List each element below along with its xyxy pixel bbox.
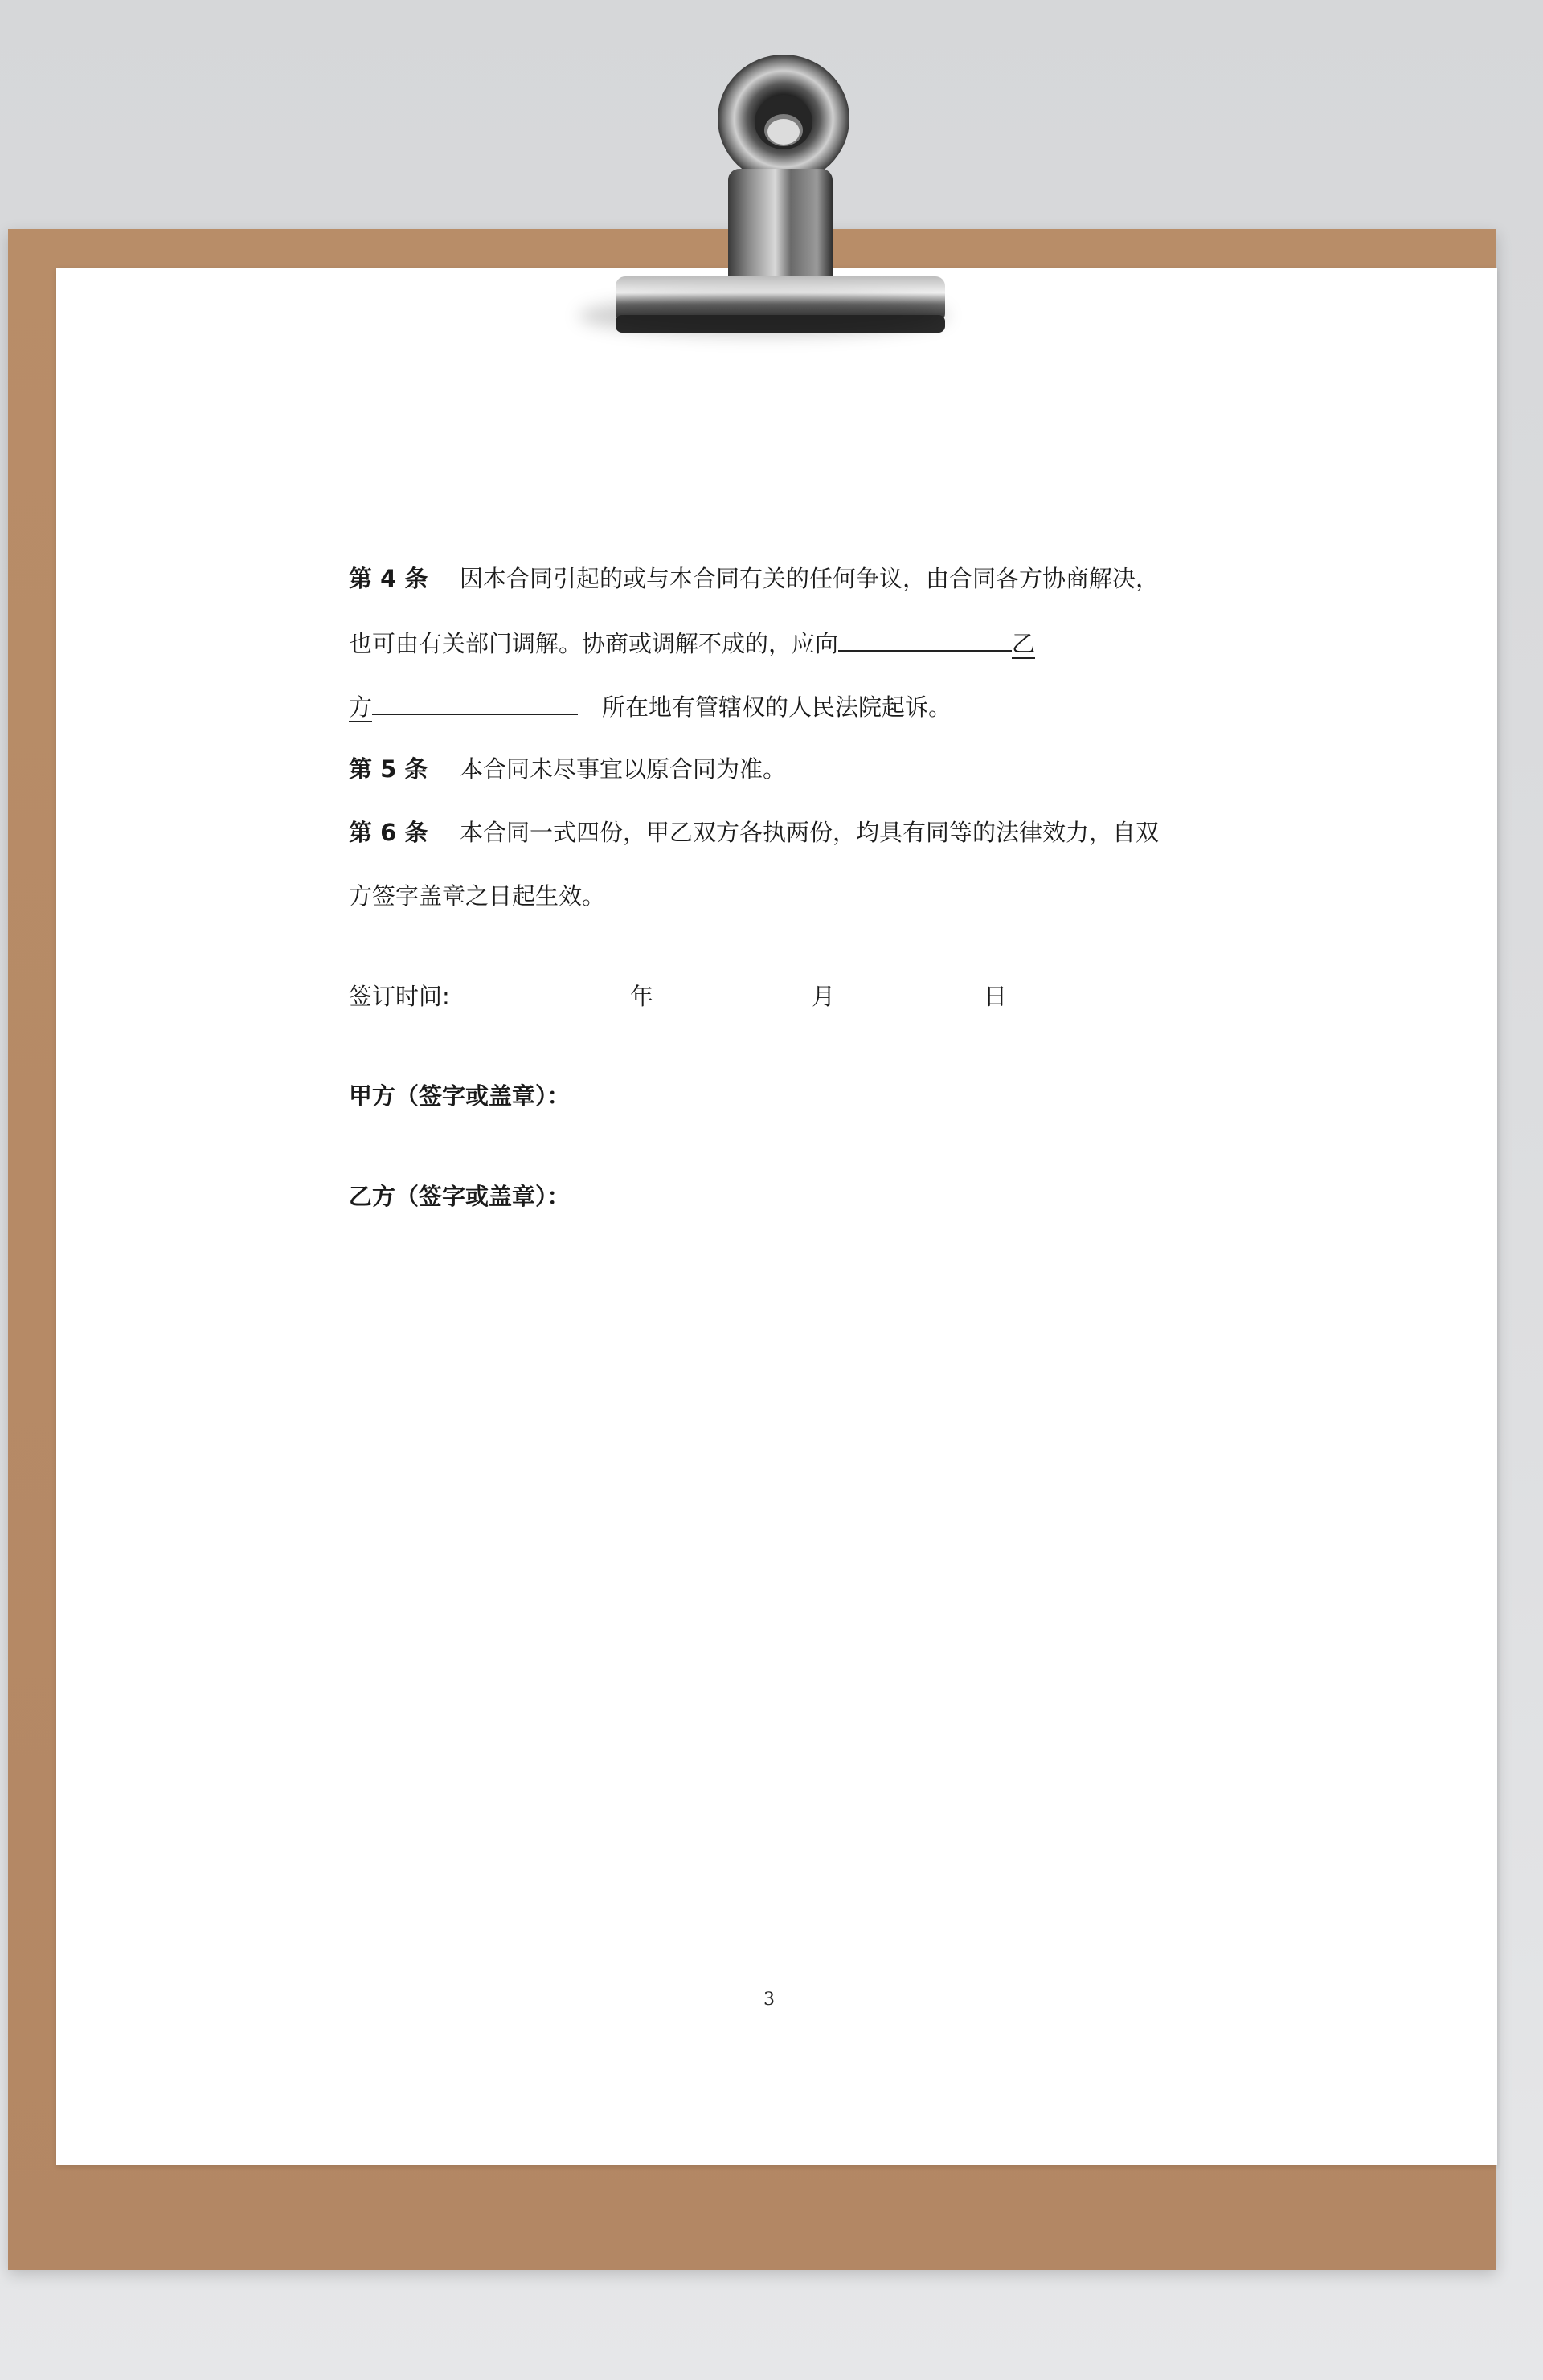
article-4-text-2-after: 乙	[1012, 630, 1036, 657]
article-6-line-2	[349, 880, 605, 912]
article-4-text-2: 也可由有关部门调解。协商或调解不成的，应向	[349, 630, 839, 657]
signing-date-line	[349, 980, 450, 1012]
article-5-label: 第 5 条	[349, 755, 428, 783]
signing-month: 月	[812, 983, 836, 1010]
article-4-label: 第 4 条	[349, 565, 428, 592]
court-blank-1	[838, 626, 1012, 652]
article-4-text-3-before: 方	[349, 693, 373, 721]
signing-day: 日	[984, 983, 1008, 1010]
page-number: 3	[763, 1989, 775, 2010]
party-a-signature-label: 甲方（签字或盖章）：	[349, 1082, 571, 1110]
article-6-label: 第 6 条	[349, 819, 428, 846]
document-page	[56, 268, 1497, 2165]
article-5-text: 本合同未尽事宜以原合同为准。	[460, 755, 787, 783]
article-4-text-1: 因本合同引起的或与本合同有关的任何争议，由合同各方协商解决，	[460, 565, 1160, 592]
article-6-text-1: 本合同一式四份，甲乙双方各执两份，均具有同等的法律效力，自双	[460, 819, 1160, 846]
article-6-line-1	[349, 816, 1159, 849]
article-4-line-2	[349, 626, 1035, 660]
signing-year: 年	[630, 983, 654, 1010]
binder-clip-icon	[579, 48, 948, 354]
signing-date-label: 签订时间:	[349, 983, 450, 1010]
article-5-line	[349, 753, 786, 785]
article-4-line-3	[349, 689, 952, 723]
party-b-signature-label: 乙方（签字或盖章）：	[349, 1183, 571, 1210]
article-6-text-2: 方签字盖章之日起生效。	[349, 882, 606, 910]
article-4-line-1	[349, 562, 1159, 595]
article-4-text-3: 所在地有管辖权的人民法院起诉。	[602, 693, 952, 721]
court-blank-2	[372, 689, 578, 715]
